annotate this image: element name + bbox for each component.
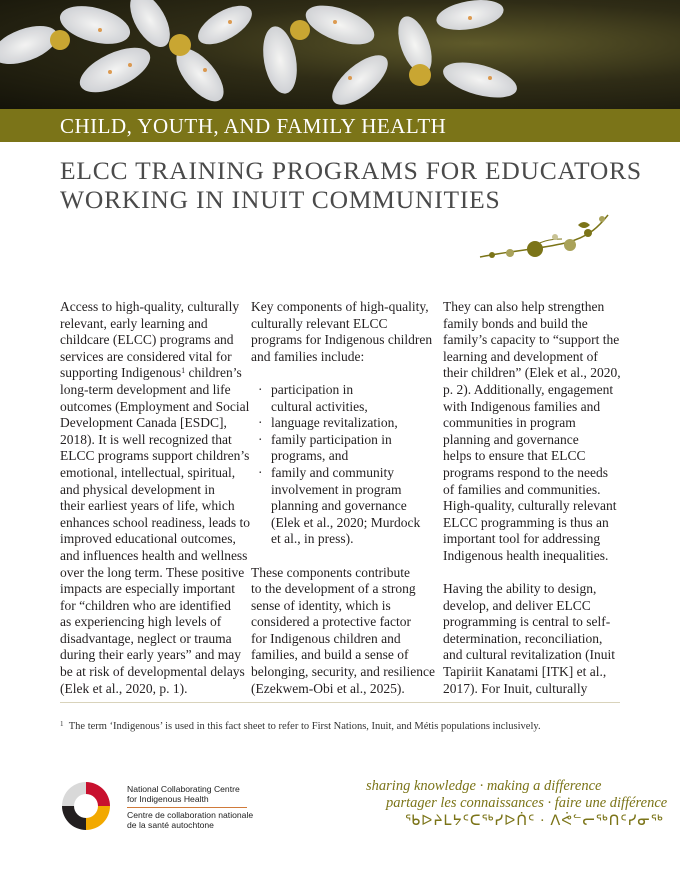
text-line: These components contribute <box>251 564 410 580</box>
text-line: Indigenous health inequalities. <box>443 547 609 563</box>
text-line: ELCC programming is thus an <box>443 514 609 530</box>
text-line: programs for Indigenous children <box>251 332 433 348</box>
flower-sprig-icon <box>470 205 620 265</box>
text-line: family participation in <box>271 431 392 447</box>
text-line: ELCC programs support children’s <box>60 448 250 464</box>
text-line: They can also help strengthen <box>443 299 605 314</box>
list-item <box>251 382 436 415</box>
paragraph <box>443 299 623 565</box>
text-line: (Ezekwem-Obi et al., 2025). <box>251 680 405 696</box>
text-line: be at risk of developmental delays <box>60 664 245 680</box>
tagline-fr: partager les connaissances · faire une différence <box>386 795 668 811</box>
org-divider <box>127 807 247 808</box>
text-line: cultural activities, <box>271 398 368 414</box>
text-line: Having the ability to design, <box>443 581 597 597</box>
text-line: outcomes (Employment and Social <box>60 398 250 414</box>
text-line: language revitalization, <box>271 415 398 431</box>
text-line: determination, reconciliation, <box>443 630 603 646</box>
text-line: family bonds and build the <box>443 315 588 331</box>
text-line: planning and governance <box>271 498 407 514</box>
text-line: sense of identity, which is <box>251 597 391 613</box>
text-line: services are considered vital for <box>60 348 232 364</box>
text-line: relevant, early learning and <box>60 315 208 331</box>
nccih-logo-icon <box>58 778 114 834</box>
header-photo <box>0 0 680 109</box>
org-name-fr: de la santé autochtone <box>127 820 214 831</box>
text-line: considered a protective factor <box>251 614 412 630</box>
footnote <box>60 721 541 732</box>
paragraph <box>443 581 623 697</box>
text-line: over the long term. These positive <box>60 564 245 580</box>
footnote-text: The term ‘Indigenous’ is used in this fact sheet to refer to First Nations, Inuit, and Métis populations inclusively. <box>68 721 541 732</box>
text-line: (Elek et al., 2020, p. 1). <box>60 680 188 696</box>
text-line: during their early years” and may <box>60 647 242 663</box>
text-line: for Indigenous children and <box>251 630 401 646</box>
bullet: · <box>258 415 263 431</box>
paragraph <box>251 565 436 698</box>
text-line: and cultural revitalization (Inuit <box>443 647 616 663</box>
text-line: as experiencing high levels of <box>60 614 222 630</box>
bullet: · <box>258 464 263 480</box>
list-item <box>251 432 436 465</box>
column-3 <box>443 299 623 714</box>
text-line: family and community <box>271 464 394 480</box>
text-line: with Indigenous families and <box>443 398 601 414</box>
text-line: and physical development in <box>60 481 215 497</box>
text-line: Development Canada [ESDC], <box>60 415 227 431</box>
org-name-en: for Indigenous Health <box>127 794 209 805</box>
column-2 <box>251 299 436 714</box>
org-name-en: National Collaborating Centre <box>127 784 240 794</box>
bullet: · <box>258 431 263 447</box>
text-line: programs, and <box>271 448 349 464</box>
text-line: their children” (Elek et al., 2020, <box>443 365 621 381</box>
footnote-ref: 1 <box>181 366 186 376</box>
text-line: involvement in program <box>271 481 402 497</box>
text-line: and influences health and wellness <box>60 547 248 563</box>
text-line: Key components of high-quality, <box>251 299 429 314</box>
text-line: programs respond to the needs <box>443 464 608 480</box>
text-line: to the development of a strong <box>251 581 416 597</box>
component-list <box>251 382 436 548</box>
tagline-en: sharing knowledge · making a difference <box>366 778 602 794</box>
text-line: childcare (ELCC) programs and <box>60 332 234 348</box>
bullet: · <box>258 381 263 397</box>
text-line: improved educational outcomes, <box>60 531 236 547</box>
section-banner <box>0 109 680 142</box>
text-line: enhances school readiness, leads to <box>60 514 251 530</box>
text-line: programming is central to self- <box>443 614 611 630</box>
text-line: belonging, security, and resilience <box>251 664 435 680</box>
section-label: CHILD, YOUTH, AND FAMILY HEALTH <box>60 114 447 138</box>
text-line: important tool for addressing <box>443 531 601 547</box>
text-line: disadvantage, neglect or trauma <box>60 630 232 646</box>
text-line: for “children who are identified <box>60 597 231 613</box>
text-line <box>60 365 240 382</box>
org-name-fr: Centre de collaboration nationale <box>127 809 254 820</box>
paragraph <box>251 299 436 365</box>
text-line: 2018). It is well recognized that <box>60 431 232 447</box>
text-line: High-quality, culturally relevant <box>443 498 617 514</box>
text-line: participation in <box>271 381 354 397</box>
text-line: 2017). For Inuit, culturally <box>443 680 588 696</box>
title-line: ELCC TRAINING PROGRAMS FOR EDUCATORS <box>60 156 642 185</box>
text-line: (Elek et al., 2020; Murdock <box>271 514 421 530</box>
footnote-divider <box>60 702 620 703</box>
organization-name <box>127 784 253 831</box>
text-line: culturally relevant ELCC <box>251 315 388 331</box>
text-line: and families include: <box>251 348 365 364</box>
text-line: families, and build a sense of <box>251 647 409 663</box>
title-line: WORKING IN INUIT COMMUNITIES <box>60 185 501 214</box>
text-line: Access to high-quality, culturally <box>60 299 240 314</box>
text-line: long-term development and life <box>60 381 231 397</box>
list-item <box>251 465 436 548</box>
text-line: of families and communities. <box>443 481 601 497</box>
footnote-number: 1 <box>60 720 64 728</box>
column-1 <box>60 299 251 714</box>
text-line: helps to ensure that ELCC <box>443 448 586 464</box>
text-line: develop, and deliver ELCC <box>443 597 591 613</box>
list-item <box>251 415 436 432</box>
text-segment: supporting Indigenous <box>60 365 182 381</box>
text-line: emotional, intellectual, spiritual, <box>60 464 236 480</box>
text-line: learning and development of <box>443 348 598 364</box>
text-line: communities in program <box>443 415 576 431</box>
text-segment: children’s <box>185 365 242 381</box>
paragraph <box>60 299 251 697</box>
text-line: impacts are especially important <box>60 581 236 597</box>
text-line: et al., in press). <box>271 531 354 547</box>
text-line: p. 2). Additionally, engagement <box>443 381 614 397</box>
text-line: family’s capacity to “support the <box>443 332 620 348</box>
text-line: planning and governance <box>443 431 579 447</box>
text-line: their earliest years of life, which <box>60 498 235 514</box>
text-line: Tapiriit Kanatami [ITK] et al., <box>443 664 607 680</box>
tagline-iu: ᖃᐅᔨᒪᔭᑦᑕᖅᓯᐅᑏᑦ · ᐱᕚᓪᓕᖅᑎᑦᓯᓂᖅ <box>405 813 664 829</box>
